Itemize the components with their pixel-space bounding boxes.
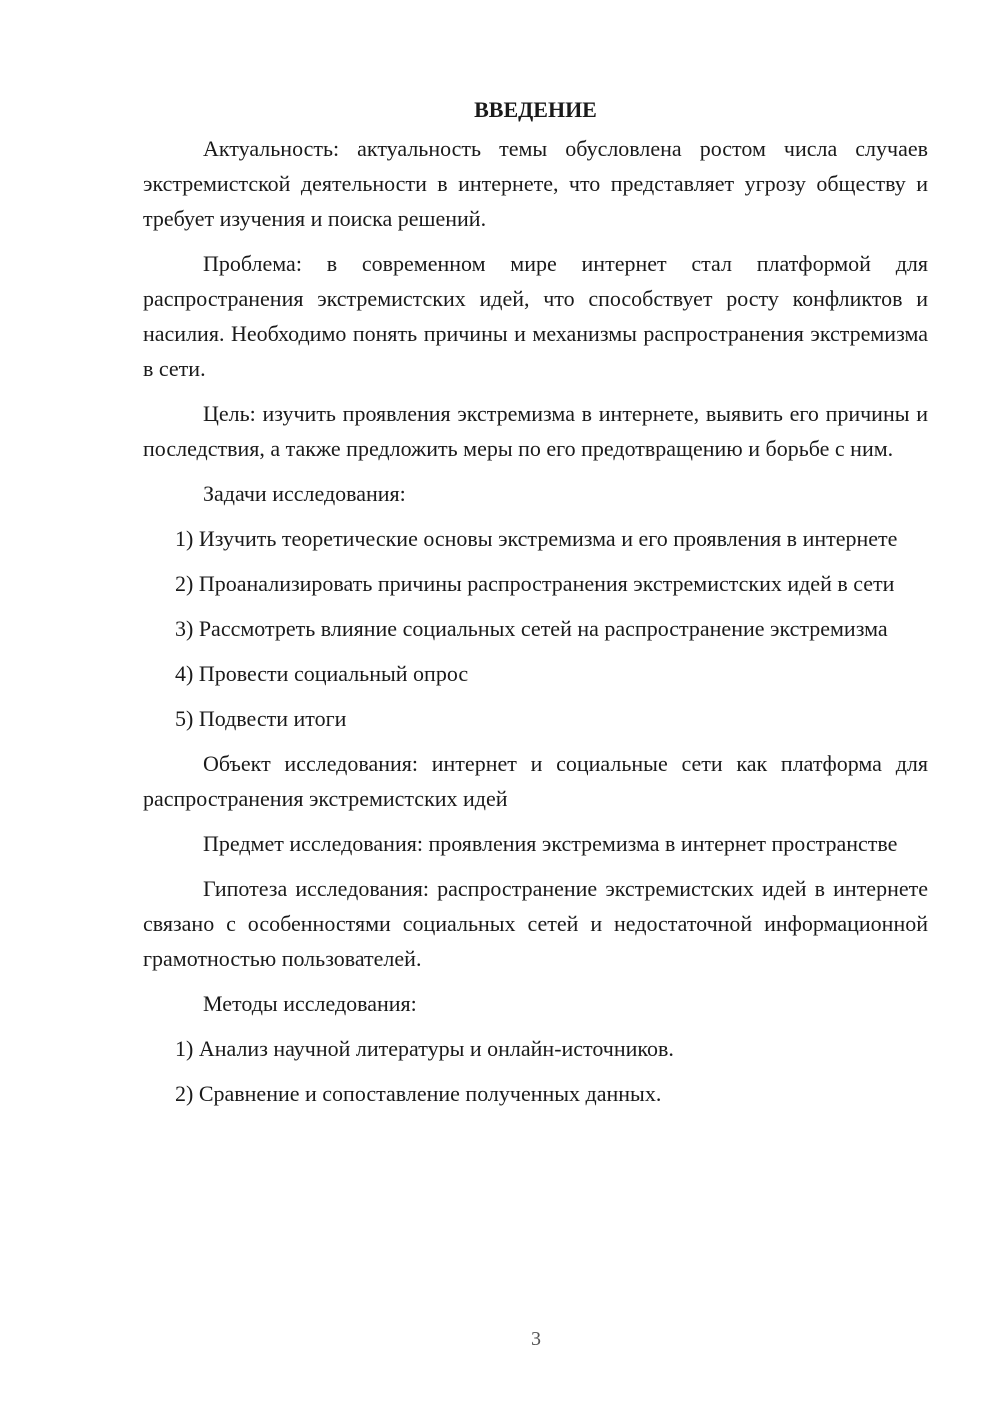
task-item-4: 4) Провести социальный опрос [175, 661, 469, 686]
task-item-5: 5) Подвести итоги [175, 706, 347, 731]
task-item-2: 2) Проанализировать причины распространения экстремистских идей в сети [175, 571, 895, 596]
task-item-1: 1) Изучить теоретические основы экстремизма и его проявления в интернете [175, 526, 898, 551]
method-item-1: 1) Анализ научной литературы и онлайн-источников. [175, 1036, 674, 1061]
page-content [143, 92, 928, 1121]
paragraph-subject: Предмет исследования: проявления экстремизма в интернет пространстве [203, 831, 898, 856]
task-item-3: 3) Рассмотреть влияние социальных сетей на распространение экстремизма [175, 616, 888, 641]
method-item-2: 2) Сравнение и сопоставление полученных данных. [175, 1081, 662, 1106]
tasks-heading: Задачи исследования: [203, 481, 406, 506]
paragraph-goal: Цель: изучить проявления экстремизма в интернете, выявить его причины и последствия, а также предложить меры по его предотвращению и борьбе с ним. [143, 401, 928, 461]
paragraph-object: Объект исследования: интернет и социальные сети как платформа для распространения экстремистских идей [143, 751, 928, 811]
page-number: 3 [531, 1328, 541, 1350]
paragraph-problem: Проблема: в современном мире интернет стал платформой для распространения экстремистских идей, что способствует росту конфликтов и насилия. Необходимо понять причины и механизмы распространения экстремизма в сети. [143, 251, 928, 381]
page-title: ВВЕДЕНИЕ [474, 97, 597, 122]
paragraph-relevance: Актуальность: актуальность темы обусловлена ростом числа случаев экстремистской деятельности в интернете, что представляет угрозу обществу и требует изучения и поиска решений. [143, 136, 928, 231]
paragraph-hypothesis: Гипотеза исследования: распространение экстремистских идей в интернете связано с особенностями социальных сетей и недостаточной информационной грамотностью пользователей. [143, 876, 928, 971]
methods-heading: Методы исследования: [203, 991, 417, 1016]
